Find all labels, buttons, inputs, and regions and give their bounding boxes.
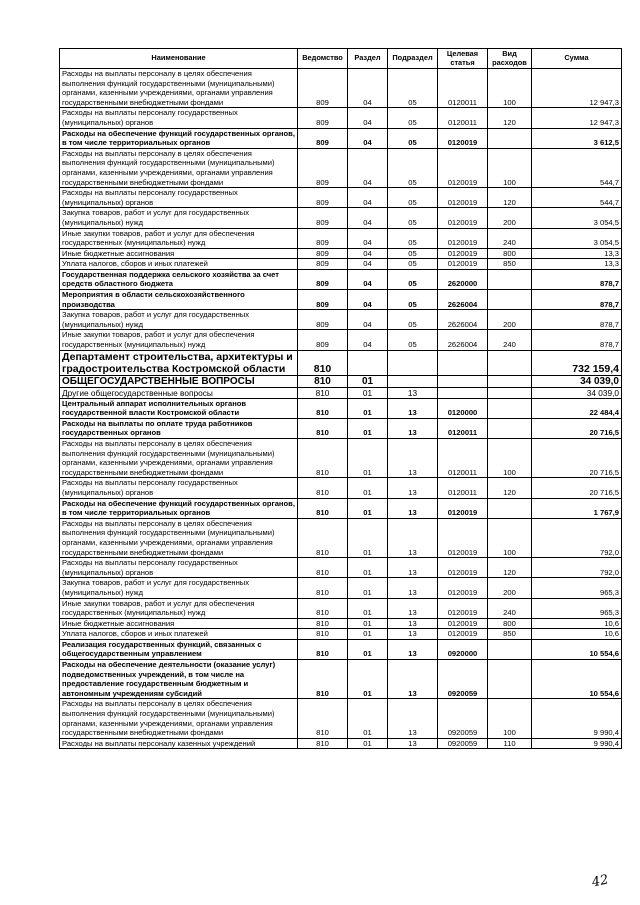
table-row <box>60 188 622 208</box>
row-razdel: 01 <box>348 558 388 578</box>
row-expense-type: 240 <box>488 598 532 618</box>
row-sum: 878,7 <box>532 290 622 310</box>
row-vedomstvo: 810 <box>298 639 348 659</box>
row-vedomstvo: 809 <box>298 228 348 248</box>
row-sum: 732 159,4 <box>532 350 622 375</box>
row-sum: 20 716,5 <box>532 478 622 498</box>
table-row <box>60 518 622 557</box>
row-target-article: 0120019 <box>438 598 488 618</box>
row-sum: 34 039,0 <box>532 387 622 398</box>
row-expense-type <box>488 375 532 387</box>
row-razdel: 01 <box>348 738 388 749</box>
row-sum: 1 767,9 <box>532 498 622 518</box>
row-expense-type: 120 <box>488 108 532 128</box>
row-name: Реализация государственных функций, связанных с общегосударственным управлением <box>60 639 298 659</box>
row-target-article: 2626004 <box>438 310 488 330</box>
table-row <box>60 350 622 375</box>
row-target-article: 0120019 <box>438 128 488 148</box>
row-target-article: 0120011 <box>438 478 488 498</box>
row-name: Закупка товаров, работ и услуг для государственных (муниципальных) нужд <box>60 578 298 598</box>
row-sum: 878,7 <box>532 310 622 330</box>
row-podrazdel <box>388 350 438 375</box>
row-vedomstvo: 810 <box>298 629 348 640</box>
row-podrazdel <box>388 375 438 387</box>
row-vedomstvo: 810 <box>298 398 348 418</box>
row-expense-type: 100 <box>488 69 532 108</box>
header-vedomstvo: Ведомство <box>298 49 348 69</box>
row-vedomstvo: 809 <box>298 259 348 270</box>
row-sum: 965,3 <box>532 578 622 598</box>
row-razdel: 01 <box>348 629 388 640</box>
row-expense-type <box>488 269 532 289</box>
row-expense-type: 120 <box>488 188 532 208</box>
row-sum: 9 990,4 <box>532 738 622 749</box>
row-sum: 3 612,5 <box>532 128 622 148</box>
row-target-article: 2626004 <box>438 330 488 350</box>
row-expense-type <box>488 290 532 310</box>
row-razdel: 01 <box>348 639 388 659</box>
row-name: Расходы на выплаты персоналу в целях обеспечения выполнения функций государственными (муниципальными) органами, казенными учреждениями, органами управления государственными внебюджетными фондами <box>60 439 298 478</box>
row-razdel: 04 <box>348 248 388 259</box>
row-podrazdel: 13 <box>388 518 438 557</box>
row-target-article: 0120019 <box>438 228 488 248</box>
table-row <box>60 310 622 330</box>
row-target-article: 0120011 <box>438 69 488 108</box>
row-name: Иные закупки товаров, работ и услуг для обеспечения государственных (муниципальных) нужд <box>60 228 298 248</box>
table-row <box>60 259 622 270</box>
table-row <box>60 148 622 187</box>
row-podrazdel: 13 <box>388 660 438 699</box>
row-sum: 3 054,5 <box>532 228 622 248</box>
row-razdel: 04 <box>348 108 388 128</box>
row-target-article <box>438 375 488 387</box>
table-row <box>60 439 622 478</box>
row-vedomstvo: 809 <box>298 330 348 350</box>
table-row <box>60 598 622 618</box>
row-target-article: 2626004 <box>438 290 488 310</box>
row-name: Уплата налогов, сборов и иных платежей <box>60 259 298 270</box>
row-razdel: 04 <box>348 330 388 350</box>
row-name: Закупка товаров, работ и услуг для государственных (муниципальных) нужд <box>60 208 298 228</box>
row-razdel: 01 <box>348 387 388 398</box>
row-name: Расходы на обеспечение функций государственных органов, в том числе территориальных органов <box>60 128 298 148</box>
row-podrazdel: 05 <box>388 290 438 310</box>
row-vedomstvo: 810 <box>298 699 348 738</box>
row-name: Расходы на выплаты персоналу государственных (муниципальных) органов <box>60 478 298 498</box>
row-vedomstvo: 810 <box>298 738 348 749</box>
row-expense-type: 120 <box>488 478 532 498</box>
row-podrazdel: 13 <box>388 639 438 659</box>
row-sum: 20 716,5 <box>532 439 622 478</box>
row-sum: 544,7 <box>532 148 622 187</box>
row-razdel: 04 <box>348 228 388 248</box>
row-vedomstvo: 809 <box>298 248 348 259</box>
row-sum: 13,3 <box>532 248 622 259</box>
row-name: Мероприятия в области сельскохозяйственного производства <box>60 290 298 310</box>
header-podrazdel: Подраздел <box>388 49 438 69</box>
row-expense-type <box>488 639 532 659</box>
row-expense-type <box>488 387 532 398</box>
row-expense-type <box>488 398 532 418</box>
budget-table <box>59 48 622 749</box>
row-sum: 792,0 <box>532 518 622 557</box>
row-vedomstvo: 809 <box>298 128 348 148</box>
table-row <box>60 398 622 418</box>
row-razdel: 01 <box>348 660 388 699</box>
row-name: Иные закупки товаров, работ и услуг для обеспечения государственных (муниципальных) нужд <box>60 330 298 350</box>
row-vedomstvo: 810 <box>298 478 348 498</box>
table-row <box>60 69 622 108</box>
row-podrazdel: 13 <box>388 398 438 418</box>
table-row <box>60 558 622 578</box>
row-target-article <box>438 387 488 398</box>
table-row <box>60 108 622 128</box>
row-target-article: 0120011 <box>438 108 488 128</box>
row-sum: 10 554,6 <box>532 639 622 659</box>
row-expense-type <box>488 498 532 518</box>
row-expense-type: 100 <box>488 148 532 187</box>
row-razdel: 04 <box>348 269 388 289</box>
row-target-article: 0120011 <box>438 418 488 438</box>
row-sum: 878,7 <box>532 330 622 350</box>
row-target-article: 0920000 <box>438 639 488 659</box>
row-vedomstvo: 810 <box>298 518 348 557</box>
row-name: Центральный аппарат исполнительных органов государственной власти Костромской области <box>60 398 298 418</box>
row-vedomstvo: 810 <box>298 598 348 618</box>
row-expense-type: 100 <box>488 518 532 557</box>
row-target-article: 0120019 <box>438 558 488 578</box>
row-expense-type: 120 <box>488 558 532 578</box>
row-target-article: 0920059 <box>438 660 488 699</box>
row-name: Расходы на обеспечение деятельности (оказание услуг) подведомственных учреждений, в том числе на предоставление государственным бюджетным и автономным учреждениям субсидий <box>60 660 298 699</box>
table-row <box>60 578 622 598</box>
row-podrazdel: 13 <box>388 498 438 518</box>
row-target-article: 0120019 <box>438 259 488 270</box>
table-row <box>60 248 622 259</box>
row-expense-type: 200 <box>488 208 532 228</box>
table-row <box>60 618 622 629</box>
row-expense-type: 100 <box>488 439 532 478</box>
row-expense-type <box>488 350 532 375</box>
table-row <box>60 375 622 387</box>
row-podrazdel: 13 <box>388 578 438 598</box>
row-expense-type <box>488 418 532 438</box>
row-name: Расходы на выплаты персоналу в целях обеспечения выполнения функций государственными (муниципальными) органами, казенными учреждениями, органами управления государственными внебюджетными фондами <box>60 69 298 108</box>
row-podrazdel: 05 <box>388 248 438 259</box>
row-name: Расходы на выплаты персоналу казенных учреждений <box>60 738 298 749</box>
header-razdel: Раздел <box>348 49 388 69</box>
row-target-article: 0120000 <box>438 398 488 418</box>
row-podrazdel: 05 <box>388 330 438 350</box>
row-target-article: 0920059 <box>438 738 488 749</box>
table-row <box>60 418 622 438</box>
row-expense-type: 100 <box>488 699 532 738</box>
header-sum: Сумма <box>532 49 622 69</box>
row-podrazdel: 05 <box>388 310 438 330</box>
row-podrazdel: 13 <box>388 618 438 629</box>
row-target-article: 0120019 <box>438 188 488 208</box>
row-vedomstvo: 810 <box>298 418 348 438</box>
row-sum: 20 716,5 <box>532 418 622 438</box>
row-expense-type: 850 <box>488 629 532 640</box>
row-name: Иные закупки товаров, работ и услуг для обеспечения государственных (муниципальных) нужд <box>60 598 298 618</box>
row-name: Расходы на выплаты персоналу в целях обеспечения выполнения функций государственными (муниципальными) органами, казенными учреждениями, органами управления государственными внебюджетными фондами <box>60 518 298 557</box>
row-sum: 12 947,3 <box>532 108 622 128</box>
row-vedomstvo: 810 <box>298 350 348 375</box>
row-vedomstvo: 809 <box>298 269 348 289</box>
row-razdel: 01 <box>348 418 388 438</box>
row-razdel: 04 <box>348 208 388 228</box>
table-row <box>60 387 622 398</box>
row-podrazdel: 13 <box>388 699 438 738</box>
row-podrazdel: 05 <box>388 188 438 208</box>
table-row <box>60 660 622 699</box>
row-vedomstvo: 809 <box>298 148 348 187</box>
row-razdel: 01 <box>348 518 388 557</box>
table-row <box>60 738 622 749</box>
row-sum: 10 554,6 <box>532 660 622 699</box>
row-target-article: 0120011 <box>438 439 488 478</box>
row-expense-type: 110 <box>488 738 532 749</box>
row-expense-type: 240 <box>488 228 532 248</box>
row-name: Расходы на выплаты персоналу государственных (муниципальных) органов <box>60 108 298 128</box>
budget-table-sheet <box>59 48 621 749</box>
row-vedomstvo: 810 <box>298 618 348 629</box>
row-podrazdel: 05 <box>388 128 438 148</box>
row-name: Департамент строительства, архитектуры и градостроительства Костромской области <box>60 350 298 375</box>
row-target-article: 0920059 <box>438 699 488 738</box>
table-row <box>60 478 622 498</box>
row-podrazdel: 13 <box>388 439 438 478</box>
row-vedomstvo: 809 <box>298 108 348 128</box>
row-vedomstvo: 810 <box>298 660 348 699</box>
row-target-article <box>438 350 488 375</box>
row-name: Расходы на выплаты по оплате труда работников государственных органов <box>60 418 298 438</box>
header-expense-type: Вид расходов <box>488 49 532 69</box>
row-vedomstvo: 810 <box>298 558 348 578</box>
row-razdel: 04 <box>348 310 388 330</box>
row-vedomstvo: 810 <box>298 387 348 398</box>
table-row <box>60 330 622 350</box>
table-row <box>60 639 622 659</box>
row-vedomstvo: 809 <box>298 69 348 108</box>
row-podrazdel: 13 <box>388 629 438 640</box>
row-razdel: 04 <box>348 148 388 187</box>
row-name: Расходы на обеспечение функций государственных органов, в том числе территориальных органов <box>60 498 298 518</box>
header-name: Наименование <box>60 49 298 69</box>
row-podrazdel: 13 <box>388 598 438 618</box>
row-vedomstvo: 809 <box>298 310 348 330</box>
row-sum: 9 990,4 <box>532 699 622 738</box>
row-razdel: 04 <box>348 69 388 108</box>
header-target-article: Целевая статья <box>438 49 488 69</box>
row-name: Расходы на выплаты персоналу государственных (муниципальных) органов <box>60 188 298 208</box>
row-name: Иные бюджетные ассигнования <box>60 618 298 629</box>
row-name: Закупка товаров, работ и услуг для государственных (муниципальных) нужд <box>60 310 298 330</box>
row-sum: 12 947,3 <box>532 69 622 108</box>
table-row <box>60 228 622 248</box>
row-sum: 544,7 <box>532 188 622 208</box>
row-razdel: 01 <box>348 478 388 498</box>
row-vedomstvo: 809 <box>298 208 348 228</box>
row-razdel <box>348 350 388 375</box>
row-sum: 34 039,0 <box>532 375 622 387</box>
row-target-article: 0120019 <box>438 578 488 598</box>
table-row <box>60 629 622 640</box>
row-sum: 3 054,5 <box>532 208 622 228</box>
table-header-row <box>60 49 622 69</box>
row-target-article: 0120019 <box>438 629 488 640</box>
row-podrazdel: 13 <box>388 418 438 438</box>
row-podrazdel: 05 <box>388 69 438 108</box>
row-name: Иные бюджетные ассигнования <box>60 248 298 259</box>
table-row <box>60 498 622 518</box>
row-name: Другие общегосударственные вопросы <box>60 387 298 398</box>
row-expense-type: 850 <box>488 259 532 270</box>
row-razdel: 01 <box>348 498 388 518</box>
row-razdel: 01 <box>348 375 388 387</box>
row-vedomstvo: 809 <box>298 290 348 310</box>
row-podrazdel: 13 <box>388 738 438 749</box>
table-row <box>60 290 622 310</box>
row-podrazdel: 05 <box>388 208 438 228</box>
row-vedomstvo: 810 <box>298 439 348 478</box>
row-sum: 10,6 <box>532 629 622 640</box>
row-razdel: 01 <box>348 578 388 598</box>
row-expense-type <box>488 660 532 699</box>
row-expense-type: 200 <box>488 578 532 598</box>
row-target-article: 0120019 <box>438 208 488 228</box>
row-target-article: 0120019 <box>438 618 488 629</box>
row-name: Расходы на выплаты персоналу в целях обеспечения выполнения функций государственными (муниципальными) органами, казенными учреждениями, органами управления государственными внебюджетными фондами <box>60 148 298 187</box>
row-expense-type: 800 <box>488 618 532 629</box>
page-number: 42 <box>590 872 610 891</box>
row-podrazdel: 05 <box>388 228 438 248</box>
row-podrazdel: 13 <box>388 387 438 398</box>
row-podrazdel: 05 <box>388 259 438 270</box>
row-vedomstvo: 809 <box>298 188 348 208</box>
table-row <box>60 269 622 289</box>
row-target-article: 0120019 <box>438 148 488 187</box>
row-name: Расходы на выплаты персоналу государственных (муниципальных) органов <box>60 558 298 578</box>
table-body <box>60 69 622 749</box>
row-name: Уплата налогов, сборов и иных платежей <box>60 629 298 640</box>
row-target-article: 0120019 <box>438 498 488 518</box>
row-podrazdel: 13 <box>388 558 438 578</box>
row-razdel: 01 <box>348 598 388 618</box>
row-target-article: 0120019 <box>438 518 488 557</box>
row-vedomstvo: 810 <box>298 578 348 598</box>
row-razdel: 01 <box>348 618 388 629</box>
row-razdel: 04 <box>348 290 388 310</box>
row-sum: 878,7 <box>532 269 622 289</box>
row-podrazdel: 05 <box>388 148 438 187</box>
row-expense-type <box>488 128 532 148</box>
row-name: Расходы на выплаты персоналу в целях обеспечения выполнения функций государственными (муниципальными) органами, казенными учреждениями, органами управления государственными внебюджетными фондами <box>60 699 298 738</box>
table-row <box>60 208 622 228</box>
row-vedomstvo: 810 <box>298 375 348 387</box>
row-sum: 792,0 <box>532 558 622 578</box>
row-sum: 22 484,4 <box>532 398 622 418</box>
row-expense-type: 800 <box>488 248 532 259</box>
row-expense-type: 240 <box>488 330 532 350</box>
row-sum: 965,3 <box>532 598 622 618</box>
row-razdel: 04 <box>348 128 388 148</box>
row-name: Государственная поддержка сельского хозяйства за счет средств областного бюджета <box>60 269 298 289</box>
row-razdel: 04 <box>348 188 388 208</box>
row-razdel: 01 <box>348 699 388 738</box>
row-razdel: 01 <box>348 439 388 478</box>
row-target-article: 2620000 <box>438 269 488 289</box>
row-podrazdel: 13 <box>388 478 438 498</box>
row-sum: 10,6 <box>532 618 622 629</box>
row-vedomstvo: 810 <box>298 498 348 518</box>
table-row <box>60 699 622 738</box>
row-target-article: 0120019 <box>438 248 488 259</box>
row-name: ОБЩЕГОСУДАРСТВЕННЫЕ ВОПРОСЫ <box>60 375 298 387</box>
table-row <box>60 128 622 148</box>
row-podrazdel: 05 <box>388 108 438 128</box>
row-podrazdel: 05 <box>388 269 438 289</box>
row-razdel: 01 <box>348 398 388 418</box>
row-expense-type: 200 <box>488 310 532 330</box>
row-sum: 13,3 <box>532 259 622 270</box>
row-razdel: 04 <box>348 259 388 270</box>
